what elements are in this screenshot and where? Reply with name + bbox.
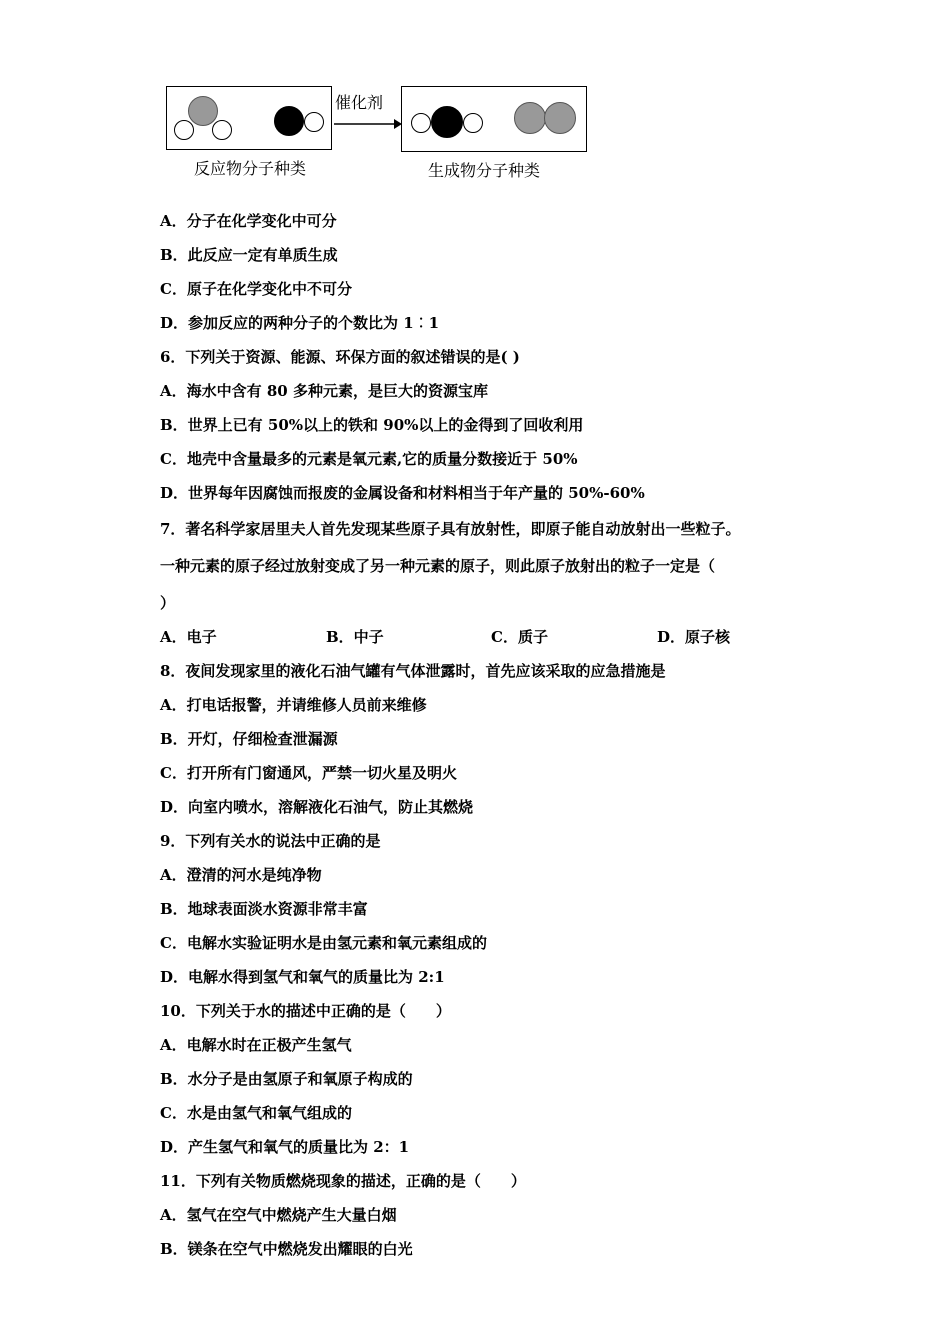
option-text: D．参加反应的两种分子的个数比为 1︰1 xyxy=(160,314,440,332)
product-white-atom xyxy=(463,113,483,133)
option-text: C．打开所有门窗通风，严禁一切火星及明火 xyxy=(160,764,457,782)
question-text: 6．下列关于资源、能源、环保方面的叙述错误的是( ) xyxy=(160,348,520,366)
product-caption: 生成物分子种类 xyxy=(428,161,541,180)
option-text: D．电解水得到氢气和氧气的质量比为 2:1 xyxy=(160,968,445,986)
reaction-arrow xyxy=(332,118,402,130)
question-text: 一种元素的原子经过放射变成了另一种元素的原子，则此原子放射出的粒子一定是（ xyxy=(160,557,716,575)
product-black-atom xyxy=(431,106,463,138)
option-text: A．氢气在空气中燃烧产生大量白烟 xyxy=(160,1206,397,1224)
question-text: 8．夜间发现家里的液化石油气罐有气体泄露时，首先应该采取的应急措施是 xyxy=(160,662,666,680)
option-text: B．水分子是由氢原子和氧原子构成的 xyxy=(160,1070,413,1088)
option-text: A．打电话报警，并请维修人员前来维修 xyxy=(160,696,427,714)
reactant-black-atom xyxy=(274,106,304,136)
option-text: C．电解水实验证明水是由氢元素和氧元素组成的 xyxy=(160,934,487,952)
question-text: 11．下列有关物质燃烧现象的描述，正确的是（ ） xyxy=(160,1172,526,1190)
option-text: C．水是由氢气和氧气组成的 xyxy=(160,1104,352,1122)
option-text: A．分子在化学变化中可分 xyxy=(160,212,337,230)
reactant-white-atom xyxy=(304,112,324,132)
option-text: B．开灯，仔细检查泄漏源 xyxy=(160,730,338,748)
question-text: 7．著名科学家居里夫人首先发现某些原子具有放射性，即原子能自动放射出一些粒子。 xyxy=(160,520,741,538)
reactant-white-atom xyxy=(212,120,232,140)
option-text: C．地壳中含量最多的元素是氧元素,它的质量分数接近于 50% xyxy=(160,450,578,468)
option-text: A．电解水时在正极产生氢气 xyxy=(160,1036,352,1054)
reactant-caption: 反应物分子种类 xyxy=(194,159,307,178)
product-white-atom xyxy=(411,113,431,133)
option-text: A．海水中含有 80 多种元素，是巨大的资源宝库 xyxy=(160,382,488,400)
q7-option-c: C．质子 xyxy=(491,628,548,646)
option-text: D．产生氢气和氧气的质量比为 2：1 xyxy=(160,1138,410,1156)
option-text: D．向室内喷水，溶解液化石油气，防止其燃烧 xyxy=(160,798,474,816)
option-text: C．原子在化学变化中不可分 xyxy=(160,280,352,298)
option-text: B．镁条在空气中燃烧发出耀眼的白光 xyxy=(160,1240,413,1258)
question-text: ） xyxy=(160,594,176,612)
product-gray-atom xyxy=(514,102,546,134)
question-text: 10．下列关于水的描述中正确的是（ ） xyxy=(160,1002,451,1020)
reactant-gray-atom xyxy=(188,96,218,126)
reaction-diagram xyxy=(160,80,600,190)
question-text: 9．下列有关水的说法中正确的是 xyxy=(160,832,381,850)
catalyst-label: 催化剂 xyxy=(335,93,384,112)
product-gray-atom xyxy=(544,102,576,134)
option-text: B．世界上已有 50%以上的铁和 90%以上的金得到了回收利用 xyxy=(160,416,584,434)
q7-option-d: D．原子核 xyxy=(657,628,731,646)
q7-option-b: B．中子 xyxy=(326,628,384,646)
q7-option-a: A．电子 xyxy=(160,628,217,646)
option-text: A．澄清的河水是纯净物 xyxy=(160,866,322,884)
option-text: B．地球表面淡水资源非常丰富 xyxy=(160,900,368,918)
option-text: D．世界每年因腐蚀而报废的金属设备和材料相当于年产量的 50%-60% xyxy=(160,484,645,502)
option-text: B．此反应一定有单质生成 xyxy=(160,246,338,264)
reactant-white-atom xyxy=(174,120,194,140)
